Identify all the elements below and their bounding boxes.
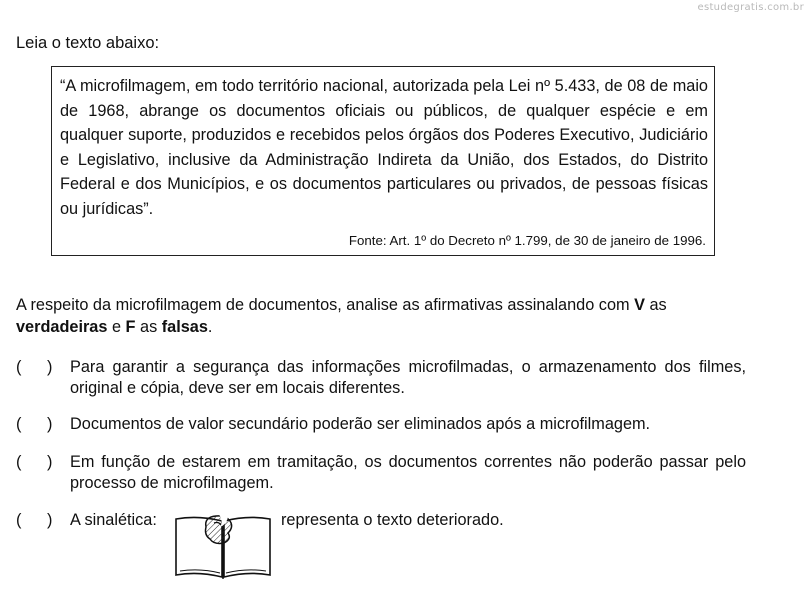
paren-close: )	[47, 415, 53, 433]
false-word: falsas	[161, 318, 208, 336]
question-text: .	[207, 318, 213, 336]
paren-open: (	[16, 415, 22, 433]
paren-open: (	[16, 453, 22, 471]
item-text: Para garantir a segurança das informações microfilmadas, o armazenamento dos filmes, original e cópia, deve ser em locais diferentes.	[70, 358, 746, 397]
quote-source: Fonte: Art. 1º do Decreto nº 1.799, de 30 de janeiro de 1996.	[348, 233, 706, 248]
question-text: as	[644, 296, 667, 314]
true-letter: V	[634, 296, 645, 314]
paren-close: )	[47, 453, 53, 471]
item-text: representa o texto deteriorado.	[281, 511, 504, 529]
paren-close: )	[47, 358, 53, 376]
intro-text: Leia o texto abaixo:	[16, 34, 160, 52]
item-text: A sinalética:	[70, 511, 157, 529]
paren-open: (	[16, 358, 22, 376]
true-word: verdadeiras	[16, 318, 108, 336]
watermark: estudegratis.com.br	[697, 2, 804, 13]
question-text: as	[135, 318, 162, 336]
item-text: Em função de estarem em tramitação, os documentos correntes não poderão passar pelo processo de microfilmagem.	[70, 453, 746, 492]
question-text: A respeito da microfilmagem de documentos, analise as afirmativas assinalando com	[16, 296, 635, 314]
paren-open: (	[16, 511, 22, 529]
item-text: Documentos de valor secundário poderão ser eliminados após a microfilmagem.	[70, 415, 651, 433]
quote-box	[51, 66, 715, 256]
question-text: e	[107, 318, 126, 336]
question-statement	[16, 294, 756, 338]
quote-text: “A microfilmagem, em todo território nacional, autorizada pela Lei nº 5.433, de 08 de maio de 1968, abrange os documentos oficiais ou públicos, de qualquer espécie e em qualquer suporte, produzidos e recebidos pelos órgãos dos Poderes Executivo, Judiciário e Legislativo, inclusive da Administração Indireta da União, dos Estados, do Distrito Federal e dos Municípios, e os documentos particulares ou privados, de pessoas físicas ou jurídicas”.	[60, 77, 708, 218]
damaged-book-icon	[174, 513, 274, 581]
false-letter: F	[125, 318, 136, 336]
paren-close: )	[47, 511, 53, 529]
